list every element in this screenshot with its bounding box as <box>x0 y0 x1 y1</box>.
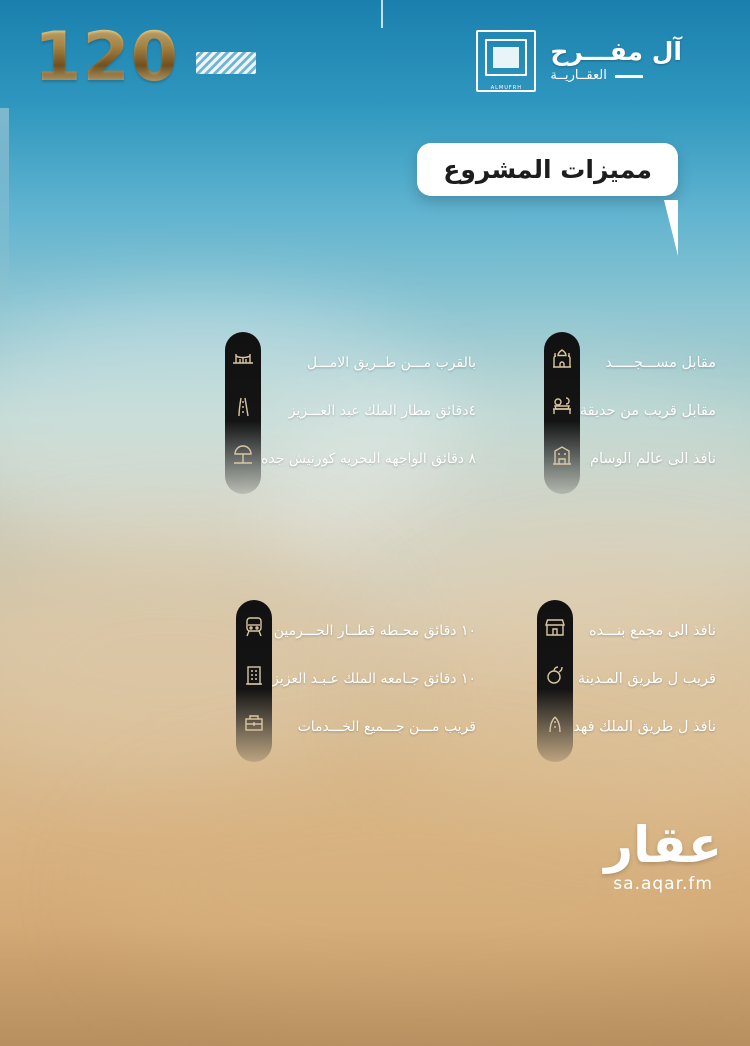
feature-label: نافذ ل طريق الملك فهد <box>573 719 716 735</box>
beach-umbrella-icon <box>230 442 256 468</box>
bubble-tail <box>664 200 678 256</box>
aqar-watermark <box>604 816 722 894</box>
feature-label: مقابل مســـجـــــد <box>605 355 716 371</box>
feature-item <box>573 618 728 644</box>
icon-rail-top-left <box>225 332 261 494</box>
watermark-title: عقار <box>604 816 722 874</box>
feature-item <box>580 446 728 472</box>
brand-title: آل مفـــرح <box>550 36 682 66</box>
brand-subtitle-row <box>550 69 682 84</box>
feature-item <box>261 350 488 376</box>
bridge-icon <box>230 346 256 372</box>
feature-item <box>272 618 488 644</box>
feature-label: نافذ الى عالم الوسام <box>590 451 716 467</box>
mosque-icon <box>549 346 575 372</box>
brand-text <box>550 38 682 85</box>
feature-label: ١٠ دقائق جـامعه الملك عـبـد العزيز <box>272 671 476 687</box>
feature-label: ٤دقائق مطار الملك عبد العـــزيز <box>288 403 476 419</box>
feature-item <box>261 446 488 472</box>
feature-group-bottom-left <box>236 600 488 762</box>
unit-number: 120 <box>34 18 179 97</box>
feature-item <box>261 398 488 424</box>
feature-label: مقابل قريب من حديقة <box>579 403 716 419</box>
brand-subtitle: العقــاريــة <box>550 68 607 84</box>
brand-rule <box>615 75 643 78</box>
feature-group-top-right <box>544 332 728 494</box>
brand-logo-icon <box>476 30 536 92</box>
feature-label: ١٠ دقائق محـطه قطــار الحـــرمين <box>273 623 476 639</box>
feature-label: بالقرب مـــن طــريق الامـــل <box>306 355 476 371</box>
top-tick-mark <box>381 0 383 28</box>
feature-item <box>573 714 728 740</box>
fruit-icon <box>542 662 568 688</box>
feature-group-bottom-right <box>537 600 728 762</box>
feature-label: نافذ الى مجمع بنـــده <box>589 623 716 639</box>
feature-item <box>580 350 728 376</box>
watermark-url: sa.aqar.fm <box>613 874 713 894</box>
feature-item <box>272 666 488 692</box>
redacted-label <box>196 52 256 74</box>
feature-label: قريب مـــن جـــميع الخـــدمات <box>297 719 476 735</box>
brand-mark-caption: ALMUFRH <box>490 85 522 91</box>
brand-lockup <box>476 30 682 92</box>
mall-building-icon <box>549 442 575 468</box>
project-features-bubble <box>417 143 678 196</box>
left-edge-strip <box>0 108 9 308</box>
project-features-title: مميزات المشروع <box>443 155 652 184</box>
icon-rail-bottom-left <box>236 600 272 762</box>
bottom-fade <box>0 926 750 1046</box>
services-icon <box>241 710 267 736</box>
icon-rail-top-right <box>544 332 580 494</box>
feature-label: ٨ دقائق الواجهه البحريه كورنيش جده <box>261 451 476 467</box>
highway-icon <box>542 710 568 736</box>
feature-group-top-left <box>225 332 488 494</box>
feature-item <box>272 714 488 740</box>
feature-item <box>580 398 728 424</box>
feature-label: قريب ل طريق المـدينة <box>577 671 716 687</box>
train-icon <box>241 614 267 640</box>
road-icon <box>230 394 256 420</box>
icon-rail-bottom-right <box>537 600 573 762</box>
park-bench-icon <box>549 394 575 420</box>
store-icon <box>542 614 568 640</box>
university-icon <box>241 662 267 688</box>
feature-item <box>573 666 728 692</box>
